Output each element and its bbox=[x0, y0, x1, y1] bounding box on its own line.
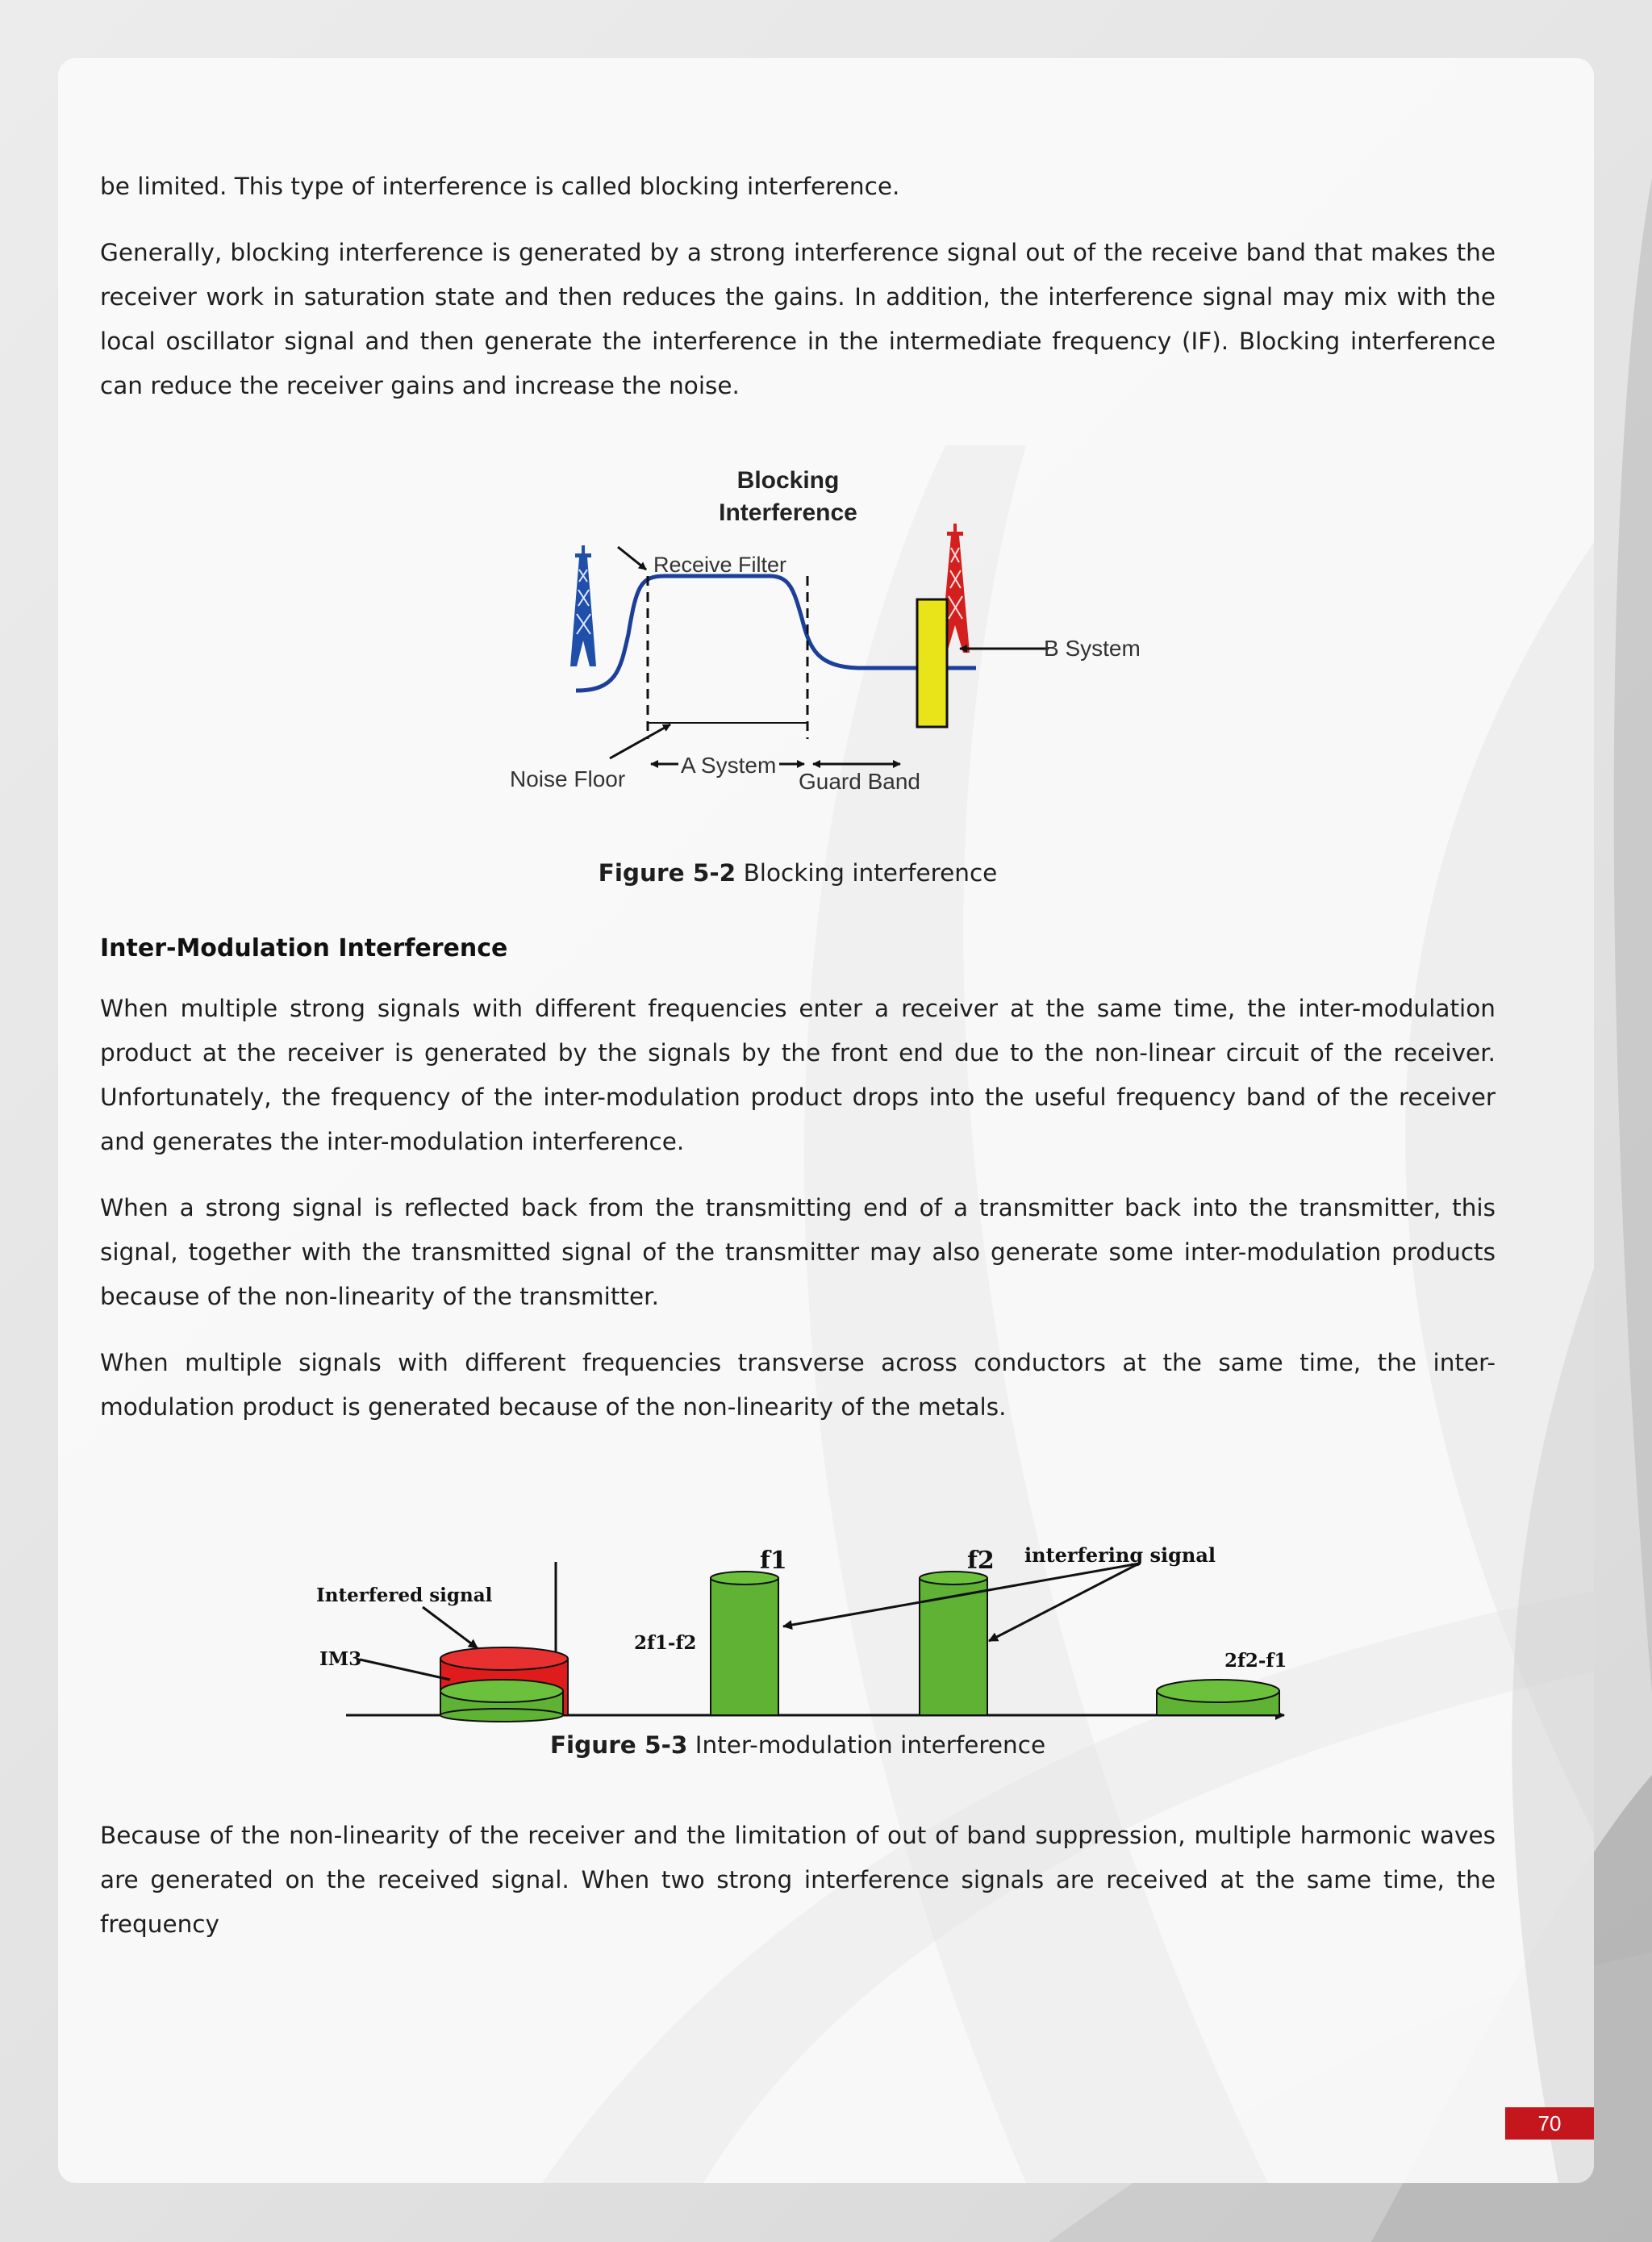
tower-a-icon bbox=[570, 545, 596, 666]
figure-blocking-interference bbox=[100, 457, 1496, 860]
figure1-title-line1: Blocking bbox=[736, 467, 840, 494]
interfering-arrow-to-f2 bbox=[989, 1564, 1139, 1641]
f1-label: f1 bbox=[760, 1547, 787, 1575]
paragraph-im-3: When multiple signals with different frequencies transverse across conductors at the same time, the inter-modulation product is generated because of the non-linearity of the metals. bbox=[100, 1349, 1496, 1421]
paragraph-im-2: When a strong signal is reflected back from the transmitting end of a transmitter back into the transmitter, this signal, together with the transmitted signal of the transmitter may also generate some inter-modulation products because of the non-linearity of the transmitter. bbox=[100, 1194, 1496, 1310]
page-number-badge: 70 bbox=[1505, 2107, 1594, 2140]
figure2-caption bbox=[100, 1728, 1496, 1762]
a-system-label: A System bbox=[681, 753, 777, 778]
paragraph-blocking-1: be limited. This type of interference is called blocking interference. bbox=[100, 173, 900, 200]
receive-filter-arrow bbox=[618, 547, 646, 570]
interfered-signal-label: Interfered signal bbox=[316, 1584, 493, 1606]
figure2-caption-label: Figure 5-3 bbox=[549, 1731, 688, 1759]
im3-2f2-f1-bar bbox=[1157, 1680, 1279, 1715]
label-2f1-f2: 2f1-f2 bbox=[634, 1632, 697, 1654]
f1-signal-bar bbox=[711, 1572, 778, 1715]
page-content bbox=[100, 165, 1496, 1969]
interfered-signal-arrow bbox=[423, 1607, 478, 1648]
paragraph-harmonics: Because of the non-linearity of the receiver and the limitation of out of band suppression, multiple harmonic waves are generated on the received signal. When two strong interference signals are received at the same time, the frequency bbox=[100, 1822, 1496, 1938]
label-2f2-f1: 2f2-f1 bbox=[1224, 1650, 1287, 1672]
noise-floor-label: Noise Floor bbox=[510, 766, 626, 791]
figure1-caption-label: Figure 5-2 bbox=[598, 859, 736, 887]
f2-label: f2 bbox=[967, 1547, 995, 1575]
figure-inter-modulation bbox=[100, 1489, 1496, 1731]
interfering-signal-label: interfering signal bbox=[1024, 1543, 1216, 1567]
b-system-signal-block bbox=[917, 599, 947, 727]
paragraph-blocking-2: Generally, blocking interference is generated by a strong interference signal out of the receive band that makes the receiver work in saturation state and then reduces the gains. In addition, the interference signal may mix with the local oscillator signal and then generate the interference in the intermediate frequency (IF). Blocking interference can reduce the receiver gains and increase the noise. bbox=[100, 239, 1496, 399]
im3-label: IM3 bbox=[319, 1648, 362, 1670]
receive-filter-label: Receive Filter bbox=[653, 553, 787, 577]
im3-product-bar bbox=[440, 1680, 563, 1722]
figure2-caption-text: Inter-modulation interference bbox=[687, 1731, 1046, 1759]
im3-pointer-line bbox=[360, 1660, 450, 1680]
section-heading-inter-modulation: Inter-Modulation Interference bbox=[100, 934, 508, 962]
figure1-caption bbox=[100, 856, 1496, 890]
figure1-caption-text: Blocking interference bbox=[736, 859, 998, 887]
noise-floor-arrow bbox=[610, 724, 670, 758]
figure1-title-line2: Interference bbox=[719, 499, 857, 526]
guard-band-label: Guard Band bbox=[799, 769, 920, 794]
b-system-label: B System bbox=[1044, 636, 1141, 661]
paragraph-im-1: When multiple strong signals with different frequencies enter a receiver at the same time, the inter-modulation product at the receiver is generated by the signals by the front end due to the non-linear circuit of the receiver. Unfortunately, the frequency of the inter-modulation product drops into the useful frequency band of the receiver and generates the inter-modulation interference. bbox=[100, 995, 1496, 1155]
